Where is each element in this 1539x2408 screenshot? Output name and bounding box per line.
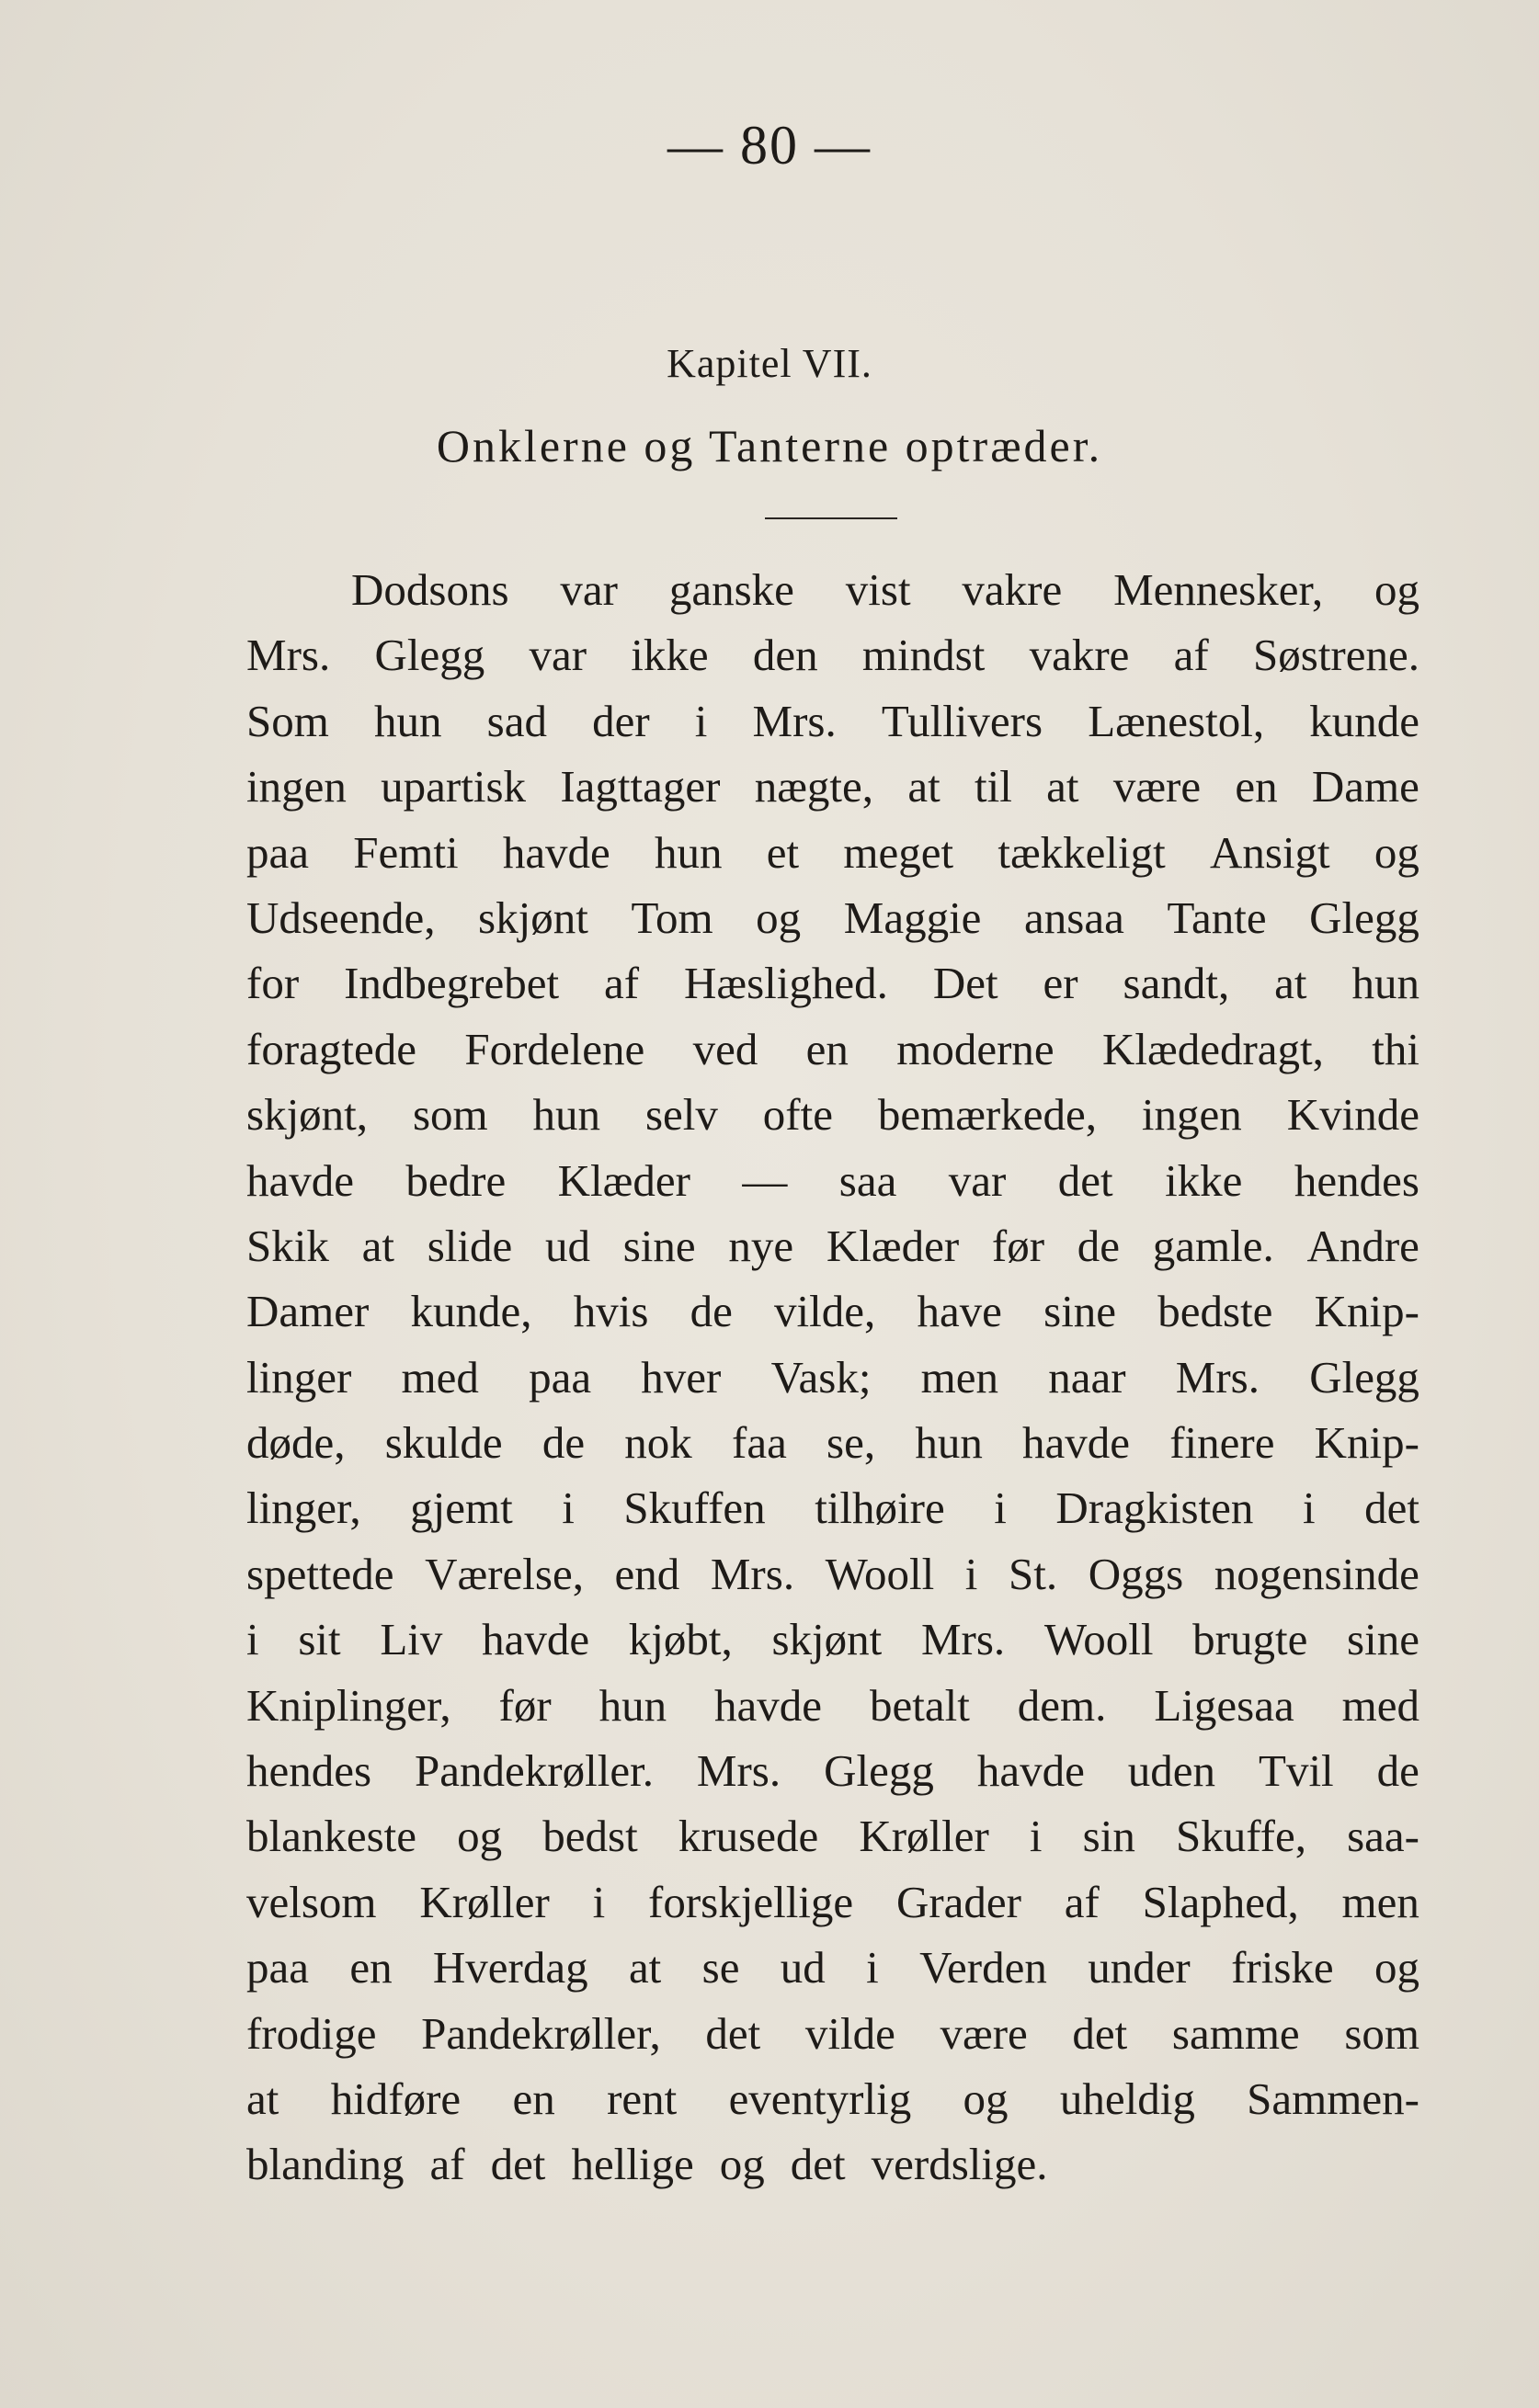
text-line: linger med paa hver Vask; men naar Mrs. Glegg [246,1351,1419,1403]
text-line: velsom Krøller i forskjellige Grader af Slaphed, men [246,1876,1419,1927]
text-line: Dodsons var ganske vist vakre Mennesker, og [351,564,1419,615]
text-line: at hidføre en rent eventyrlig og uheldig Sammen- [246,2073,1419,2124]
text-line: linger, gjemt i Skuffen tilhøire i Dragkisten i det [246,1482,1419,1534]
body-text [246,557,1419,2198]
page-number: — 80 — [667,115,872,176]
text-line: Kniplinger, før hun havde betalt dem. Ligesaa med [246,1679,1419,1731]
text-line: hendes Pandekrøller. Mrs. Glegg havde uden Tvil de [246,1745,1419,1797]
text-line: i sit Liv havde kjøbt, skjønt Mrs. Wooll brugte sine [246,1614,1419,1665]
text-line: Som hun sad der i Mrs. Tullivers Lænestol, kunde [246,695,1419,746]
text-line: skjønt, som hun selv ofte bemærkede, ingen Kvinde [246,1089,1419,1141]
chapter-title: Onklerne og Tanterne optræder. [436,420,1103,471]
text-line: for Indbegrebet af Hæslighed. Det er sandt, at hun [246,958,1419,1009]
title-divider [765,517,897,519]
text-line: Udseende, skjønt Tom og Maggie ansaa Tante Glegg [246,892,1419,943]
text-line: spettede Værelse, end Mrs. Wooll i St. Oggs nogensinde [246,1548,1419,1599]
text-line: havde bedre Klæder — saa var det ikke hendes [246,1154,1419,1206]
text-line: frodige Pandekrøller, det vilde være det samme som [246,2007,1419,2059]
chapter-label: Kapitel VII. [667,341,872,386]
text-line: blankeste og bedst krusede Krøller i sin Skuffe, saa- [246,1811,1419,1862]
text-line: foragtede Fordelene ved en moderne Klædedragt, thi [246,1023,1419,1074]
text-line: blanding af det hellige og det verdslige. [246,2139,1048,2190]
text-line: ingen upartisk Iagttager nægte, at til at være en Dame [246,761,1419,812]
text-line: Skik at slide ud sine nye Klæder før de gamle. Andre [246,1220,1419,1271]
text-line: døde, skulde de nok faa se, hun havde finere Knip- [246,1417,1419,1469]
text-line: Mrs. Glegg var ikke den mindst vakre af Søstrene. [246,630,1419,681]
text-line: paa en Hverdag at se ud i Verden under friske og [246,1942,1419,1993]
text-line: paa Femti havde hun et meget tækkeligt Ansigt og [246,826,1419,878]
text-line: Damer kunde, hvis de vilde, have sine bedste Knip- [246,1286,1419,1337]
